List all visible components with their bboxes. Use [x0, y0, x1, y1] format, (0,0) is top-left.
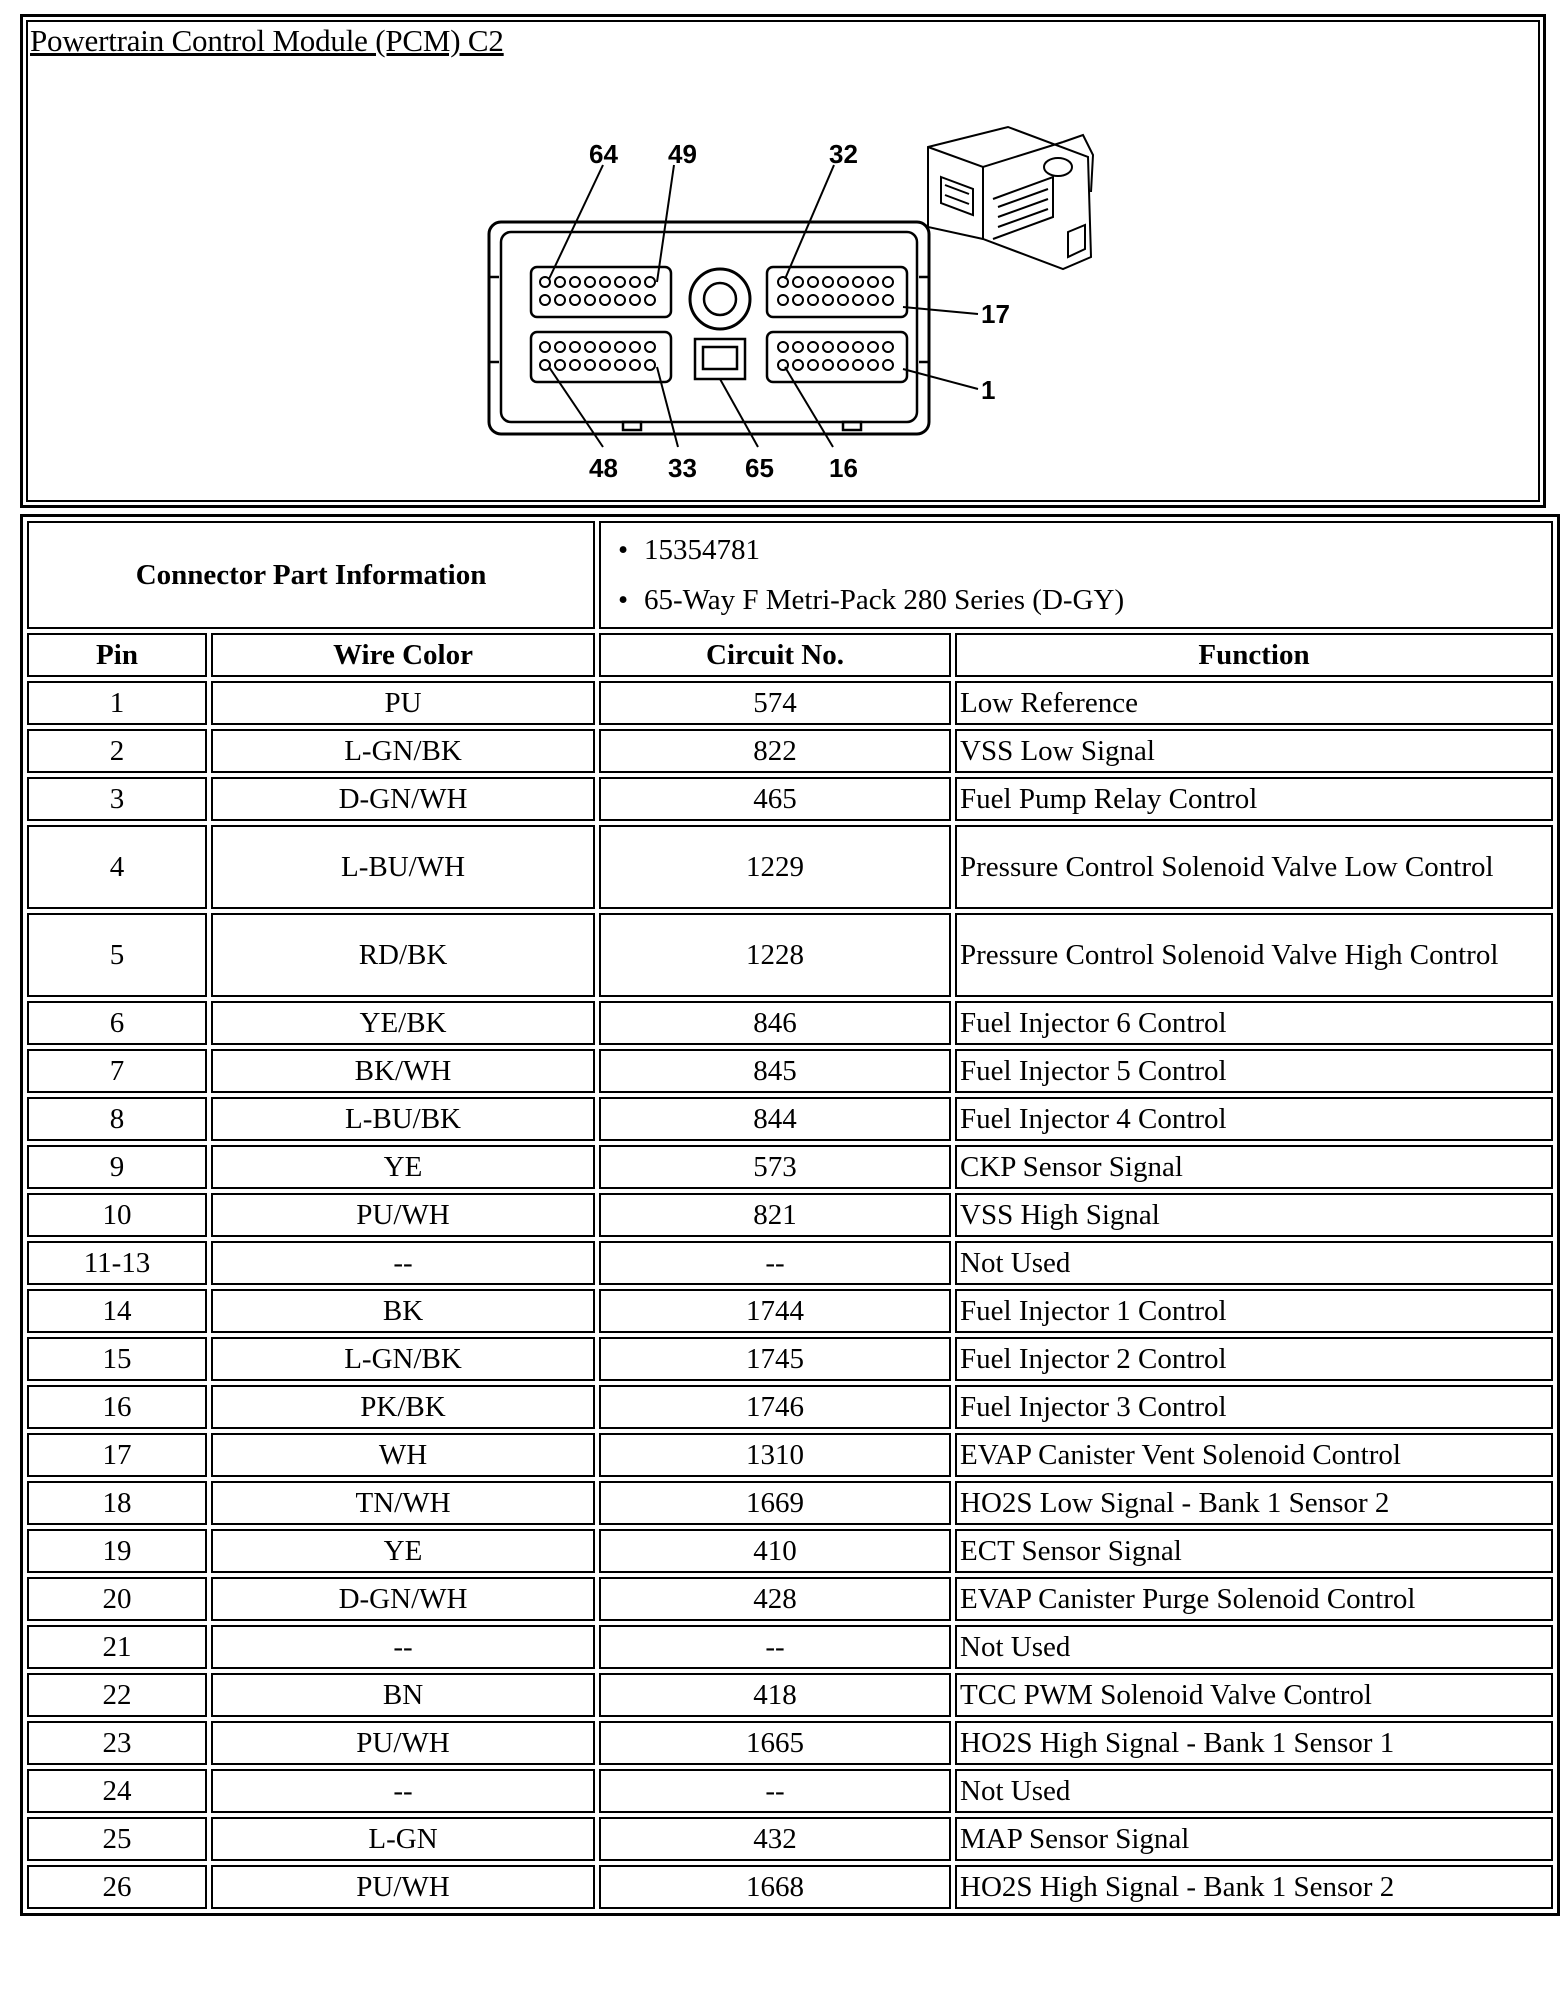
- pin-cell: 3: [27, 777, 207, 821]
- function-cell: Fuel Injector 6 Control: [955, 1001, 1553, 1045]
- wire-color-cell: L-GN: [211, 1817, 595, 1861]
- function-cell: MAP Sensor Signal: [955, 1817, 1553, 1861]
- pin-callout-33: 33: [668, 453, 697, 483]
- pin-callout-32: 32: [829, 139, 858, 169]
- pin-cell: 15: [27, 1337, 207, 1381]
- pin-circle-group: [540, 277, 893, 370]
- pin-row: [540, 277, 655, 305]
- table-row: [27, 1049, 1553, 1093]
- pin-row: [540, 342, 655, 370]
- wire-color-cell: RD/BK: [211, 913, 595, 997]
- connector-description: • 65-Way F Metri-Pack 280 Series (D-GY): [644, 575, 1548, 625]
- circuit-cell: 1744: [599, 1289, 951, 1333]
- wire-color-cell: --: [211, 1769, 595, 1813]
- circuit-cell: 573: [599, 1145, 951, 1189]
- table-row: [27, 1721, 1553, 1765]
- wire-color-cell: YE: [211, 1145, 595, 1189]
- table-row: [27, 1337, 1553, 1381]
- wire-color-cell: --: [211, 1625, 595, 1669]
- wire-color-cell: WH: [211, 1433, 595, 1477]
- pin-cell: 1: [27, 681, 207, 725]
- wire-color-cell: --: [211, 1241, 595, 1285]
- table-row: [27, 1529, 1553, 1573]
- wire-color-cell: TN/WH: [211, 1481, 595, 1525]
- pin-callout-49: 49: [668, 139, 697, 169]
- wire-color-cell: BK/WH: [211, 1049, 595, 1093]
- pin-row: [778, 342, 893, 370]
- pin-callout-64: 64: [589, 139, 618, 169]
- table-row: [27, 913, 1553, 997]
- wire-color-cell: YE/BK: [211, 1001, 595, 1045]
- circuit-cell: 1665: [599, 1721, 951, 1765]
- circuit-cell: 821: [599, 1193, 951, 1237]
- center-screw-boss: [690, 269, 750, 329]
- wire-color-cell: L-GN/BK: [211, 729, 595, 773]
- table-row: [27, 1001, 1553, 1045]
- pin-cell: 23: [27, 1721, 207, 1765]
- callout-leaders: [549, 165, 978, 447]
- pin-cell: 4: [27, 825, 207, 909]
- table-header-row: [27, 633, 1553, 677]
- pin-cell: 2: [27, 729, 207, 773]
- circuit-cell: --: [599, 1625, 951, 1669]
- pin-cell: 26: [27, 1865, 207, 1909]
- table-row: [27, 1193, 1553, 1237]
- pin-rows: [27, 681, 1553, 1909]
- circuit-cell: 822: [599, 729, 951, 773]
- pin-65-cavity: [695, 339, 745, 379]
- function-cell: HO2S High Signal - Bank 1 Sensor 1: [955, 1721, 1553, 1765]
- circuit-cell: 845: [599, 1049, 951, 1093]
- table-row: [27, 825, 1553, 909]
- function-cell: Not Used: [955, 1625, 1553, 1669]
- wire-color-cell: YE: [211, 1529, 595, 1573]
- part-info-list: [604, 525, 1548, 625]
- function-cell: Pressure Control Solenoid Valve Low Control: [955, 825, 1553, 909]
- table-row: [27, 1817, 1553, 1861]
- function-cell: EVAP Canister Purge Solenoid Control: [955, 1577, 1553, 1621]
- circuit-cell: 410: [599, 1529, 951, 1573]
- pin-cell: 11-13: [27, 1241, 207, 1285]
- pin-cell: 21: [27, 1625, 207, 1669]
- housing-tab: [623, 422, 641, 430]
- table-row: [27, 1289, 1553, 1333]
- table-row: [27, 1241, 1553, 1285]
- circuit-cell: 1746: [599, 1385, 951, 1429]
- header-pin: Pin: [27, 633, 207, 677]
- part-number: • 15354781: [644, 525, 1548, 575]
- pin-cell: 10: [27, 1193, 207, 1237]
- function-cell: Fuel Injector 1 Control: [955, 1289, 1553, 1333]
- function-cell: ECT Sensor Signal: [955, 1529, 1553, 1573]
- cavity-block-lower-right: [767, 332, 907, 382]
- header-circuit: Circuit No.: [599, 633, 951, 677]
- pin-callout-17: 17: [981, 299, 1010, 329]
- pin-cell: 25: [27, 1817, 207, 1861]
- wire-color-cell: L-GN/BK: [211, 1337, 595, 1381]
- wire-color-cell: L-BU/WH: [211, 825, 595, 909]
- cavity-block-lower-left: [531, 332, 671, 382]
- pin-cell: 16: [27, 1385, 207, 1429]
- function-cell: EVAP Canister Vent Solenoid Control: [955, 1433, 1553, 1477]
- pin-assignment-table: [20, 514, 1560, 1916]
- pin-cell: 6: [27, 1001, 207, 1045]
- connector-isometric-illustration: [928, 127, 1093, 269]
- function-cell: Pressure Control Solenoid Valve High Control: [955, 913, 1553, 997]
- function-cell: Not Used: [955, 1241, 1553, 1285]
- connector-diagram-panel: [20, 14, 1546, 508]
- circuit-cell: 1310: [599, 1433, 951, 1477]
- function-cell: Fuel Injector 5 Control: [955, 1049, 1553, 1093]
- wire-color-cell: D-GN/WH: [211, 777, 595, 821]
- pin-cell: 24: [27, 1769, 207, 1813]
- circuit-cell: --: [599, 1241, 951, 1285]
- table-row: [27, 1145, 1553, 1189]
- pin-cell: 22: [27, 1673, 207, 1717]
- table-row: [27, 729, 1553, 773]
- circuit-cell: 1229: [599, 825, 951, 909]
- pin-callout-65: 65: [745, 453, 774, 483]
- wire-color-cell: PU/WH: [211, 1721, 595, 1765]
- circuit-cell: 1668: [599, 1865, 951, 1909]
- part-info-row: [27, 521, 1553, 629]
- function-cell: HO2S Low Signal - Bank 1 Sensor 2: [955, 1481, 1553, 1525]
- housing-tab: [843, 422, 861, 430]
- table-row: [27, 1625, 1553, 1669]
- connector-face-diagram: [23, 17, 1549, 511]
- wire-color-cell: PK/BK: [211, 1385, 595, 1429]
- pin-cell: 20: [27, 1577, 207, 1621]
- function-cell: HO2S High Signal - Bank 1 Sensor 2: [955, 1865, 1553, 1909]
- circuit-cell: 428: [599, 1577, 951, 1621]
- pin-cell: 14: [27, 1289, 207, 1333]
- part-info-label: Connector Part Information: [27, 521, 595, 629]
- circuit-cell: --: [599, 1769, 951, 1813]
- circuit-cell: 418: [599, 1673, 951, 1717]
- pin-callout-48: 48: [589, 453, 618, 483]
- wire-color-cell: BK: [211, 1289, 595, 1333]
- pin-cell: 18: [27, 1481, 207, 1525]
- wire-color-cell: PU/WH: [211, 1865, 595, 1909]
- table-row: [27, 777, 1553, 821]
- circuit-cell: 432: [599, 1817, 951, 1861]
- function-cell: Fuel Pump Relay Control: [955, 777, 1553, 821]
- table-row: [27, 1577, 1553, 1621]
- header-wire-color: Wire Color: [211, 633, 595, 677]
- wire-color-cell: L-BU/BK: [211, 1097, 595, 1141]
- table-row: [27, 1481, 1553, 1525]
- function-cell: Fuel Injector 3 Control: [955, 1385, 1553, 1429]
- table-row: [27, 681, 1553, 725]
- function-cell: TCC PWM Solenoid Valve Control: [955, 1673, 1553, 1717]
- wire-color-cell: D-GN/WH: [211, 1577, 595, 1621]
- table-row: [27, 1385, 1553, 1429]
- pin-cell: 9: [27, 1145, 207, 1189]
- wire-color-cell: PU/WH: [211, 1193, 595, 1237]
- circuit-cell: 574: [599, 681, 951, 725]
- table-row: [27, 1865, 1553, 1909]
- function-cell: Fuel Injector 2 Control: [955, 1337, 1553, 1381]
- pin-callout-16: 16: [829, 453, 858, 483]
- pin-callout-1: 1: [981, 375, 996, 405]
- wire-color-cell: PU: [211, 681, 595, 725]
- table-row: [27, 1673, 1553, 1717]
- center-screw-hole: [704, 283, 736, 315]
- part-info-values: [599, 521, 1553, 629]
- function-cell: VSS Low Signal: [955, 729, 1553, 773]
- pin-cell: 17: [27, 1433, 207, 1477]
- function-cell: Low Reference: [955, 681, 1553, 725]
- circuit-cell: 1228: [599, 913, 951, 997]
- header-function: Function: [955, 633, 1553, 677]
- page-title: Powertrain Control Module (PCM) C2: [30, 23, 504, 58]
- function-cell: Fuel Injector 4 Control: [955, 1097, 1553, 1141]
- pin-cell: 19: [27, 1529, 207, 1573]
- circuit-cell: 1669: [599, 1481, 951, 1525]
- circuit-cell: 844: [599, 1097, 951, 1141]
- pin-cell: 5: [27, 913, 207, 997]
- pin-cell: 8: [27, 1097, 207, 1141]
- table-row: [27, 1433, 1553, 1477]
- function-cell: VSS High Signal: [955, 1193, 1553, 1237]
- function-cell: Not Used: [955, 1769, 1553, 1813]
- table-row: [27, 1769, 1553, 1813]
- pin-row: [778, 277, 893, 305]
- function-cell: CKP Sensor Signal: [955, 1145, 1553, 1189]
- table-row: [27, 1097, 1553, 1141]
- circuit-cell: 1745: [599, 1337, 951, 1381]
- wire-color-cell: BN: [211, 1673, 595, 1717]
- circuit-cell: 465: [599, 777, 951, 821]
- pin-cell: 7: [27, 1049, 207, 1093]
- circuit-cell: 846: [599, 1001, 951, 1045]
